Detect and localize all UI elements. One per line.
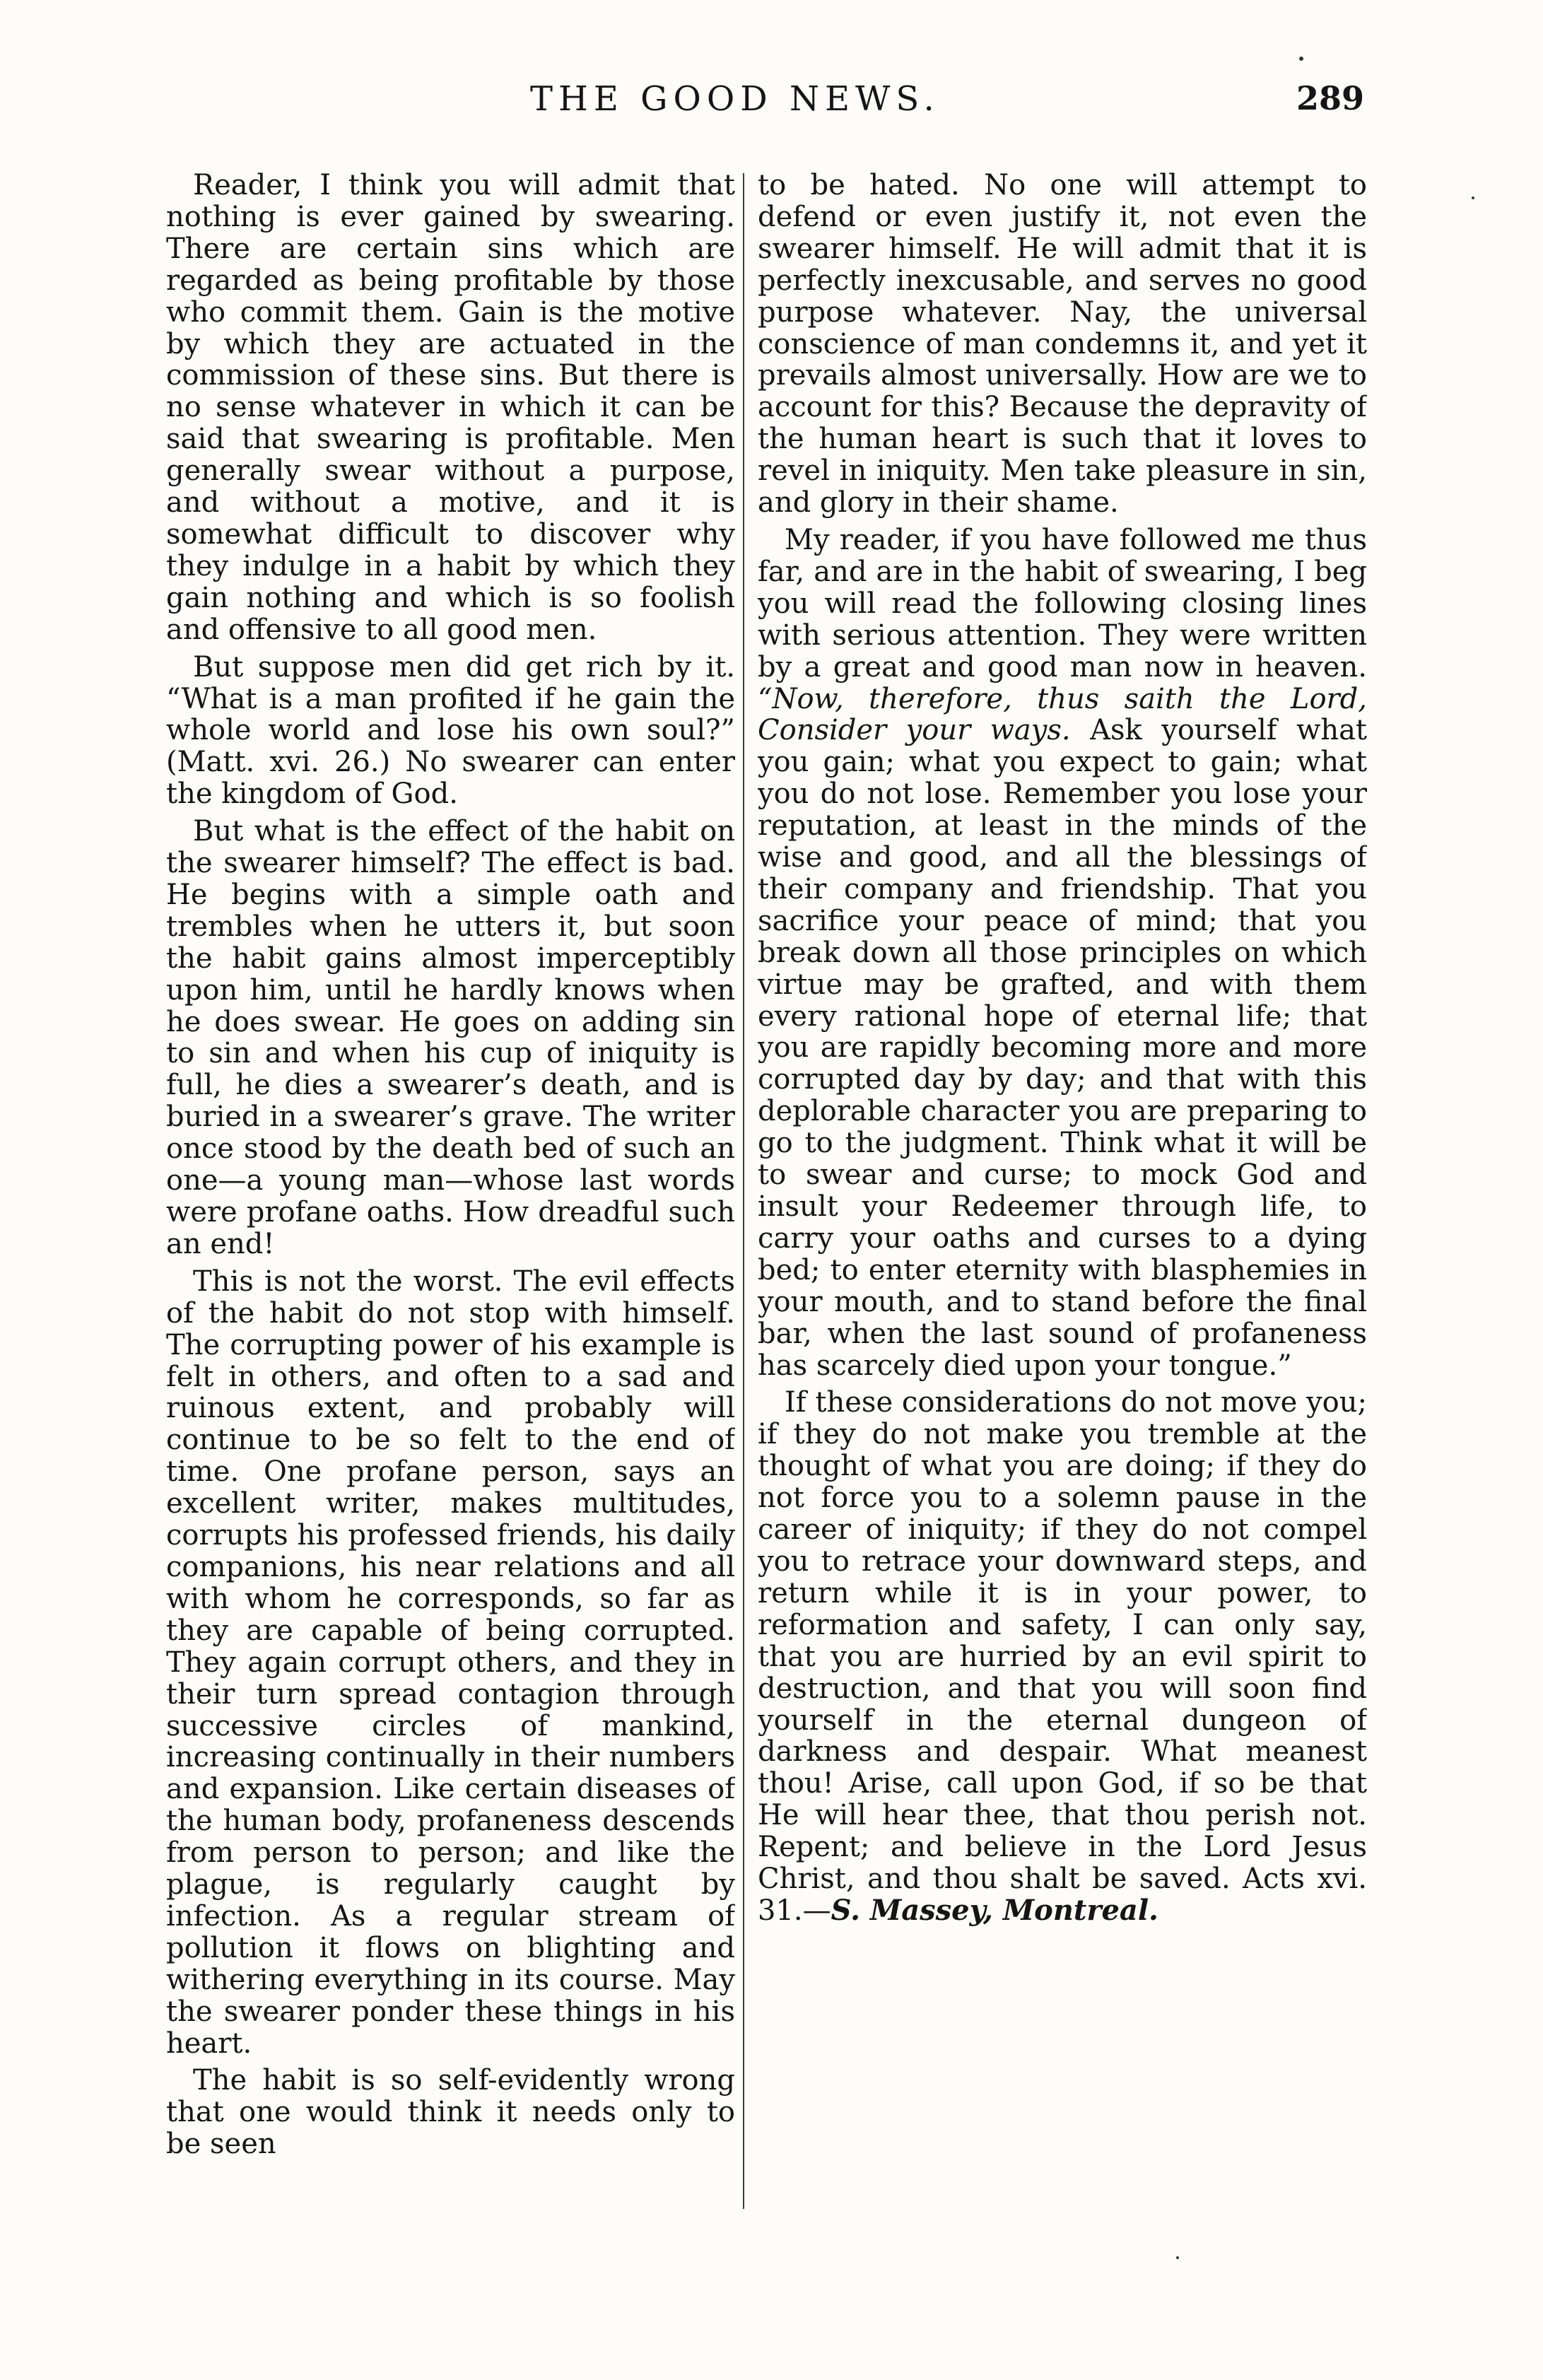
paragraph: to be hated. No one will attempt to defend or even justify it, not even the swearer himself. He will admit that it is perfectly inexcusable, and serves no good purpose whatever. Nay, the universal conscience of man condemns it, and yet it prevails almost universally. How are we to account for this? Because the depravity of the human heart is such that it loves to revel in iniquity. Men take pleasure in sin, and glory in their shame. [758,170,1367,520]
scripture-quote: “Now, therefore, thus saith the Lord, Consider your ways. [758,682,1367,747]
column-divider [743,173,744,2209]
paragraph: But suppose men did get rich by it. “What is a man profited if he gain the whole world and lose his own soul?” (Matt. xvi. 26.) No swearer can enter the kingdom of God. [166,650,735,811]
paragraph-rest: Ask yourself what you gain; what you expect to gain; what you do not lose. Remember you lose your reputation, at least in the minds of the wise and good, and all the blessings of their company and friendship. That you sacrifice your peace of mind; that you break down all those principles on which virtue may be grafted, and with them every rational hope of eternal life; that you are rapidly becoming more and more corrupted day by day; and that with this deplorable character you are preparing to go to the judgment. Think what it will be to swear and curse; to mock God and insult your Redeemer through life, to carry your oaths and curses to a dying bed; to enter eternity with blasphemies in your mouth, and to stand before the final bar, when the last sound of profaneness has scarcely died upon your tongue.” [758,714,1367,1382]
print-speck [1176,2256,1179,2259]
left-column [166,170,735,2205]
paragraph: But what is the effect of the habit on the swearer himself? The effect is bad. He begins with a simple oath and trembles when he utters it, but soon the habit gains almost imperceptibly upon him, until he hardly knows when he does swear. He goes on adding sin to sin and when his cup of iniquity is full, he dies a swearer’s death, and is buried in a swearer’s grave. The writer once stood by the death bed of such an one—a young man—whose last words were profane oaths. How dreadful such an end! [166,815,735,1260]
paragraph [758,524,1367,1381]
paragraph-intro: My reader, if you have followed me thus far, and are in the habit of swearing, I beg you will read the following closing lines with serious attention. They were written by a great and good man now in heaven. [758,523,1367,684]
paragraph-body: If these considerations do not move you; if they do not make you tremble at the thought of what you are doing; if they do not force you to a solemn pause in the career of iniquity; if they do not compel you to retrace your downward steps, and return while it is in your power, to reformation and safety, I can only say, that you are hurried by an evil spirit to destruction, and that you will soon find yourself in the eternal dungeon of darkness and despair. What meanest thou! Arise, call upon God, if so be that He will hear thee, that thou perish not. Repent; and believe in the Lord Jesus Christ, and thou shalt be saved. Acts xvi. 31.— [758,1386,1367,1927]
author-signature: S. Massey, Montreal. [831,1893,1158,1927]
paragraph: Reader, I think you will admit that nothing is ever gained by swearing. There are certain sins which are regarded as being profitable by those who commit them. Gain is the motive by which they are actuated in the commission of these sins. But there is no sense whatever in which it can be said that swearing is profitable. Men generally swear without a purpose, and without a motive, and it is somewhat difficult to discover why they indulge in a habit by which they gain nothing and which is so foolish and offensive to all good men. [166,170,735,646]
print-speck [1299,57,1303,61]
page-number: 289 [1296,79,1364,117]
page-header [163,79,1364,136]
right-column [758,170,1367,2205]
paragraph: This is not the worst. The evil effects of the habit do not stop with himself. The corrupting power of his example is felt in others, and often to a sad and ruinous extent, and probably will continue to be so felt to the end of time. One profane person, says an excellent writer, makes multitudes, corrupts his professed friends, his daily companions, his near relations and all with whom he corresponds, so far as they are capable of being corrupted. They again corrupt others, and they in their turn spread contagion through successive circles of mankind, increasing continually in their numbers and expansion. Like certain diseases of the human body, profaneness descends from person to person; and like the plague, is regularly caught by infection. As a regular stream of pollution it flows on blighting and withering everything in its course. May the swearer ponder these things in his heart. [166,1265,735,2060]
running-title: THE GOOD NEWS. [530,79,940,119]
print-speck [1472,197,1474,199]
paragraph: The habit is so self-evidently wrong that one would think it needs only to be seen [166,2064,735,2161]
paragraph [758,1387,1367,1926]
